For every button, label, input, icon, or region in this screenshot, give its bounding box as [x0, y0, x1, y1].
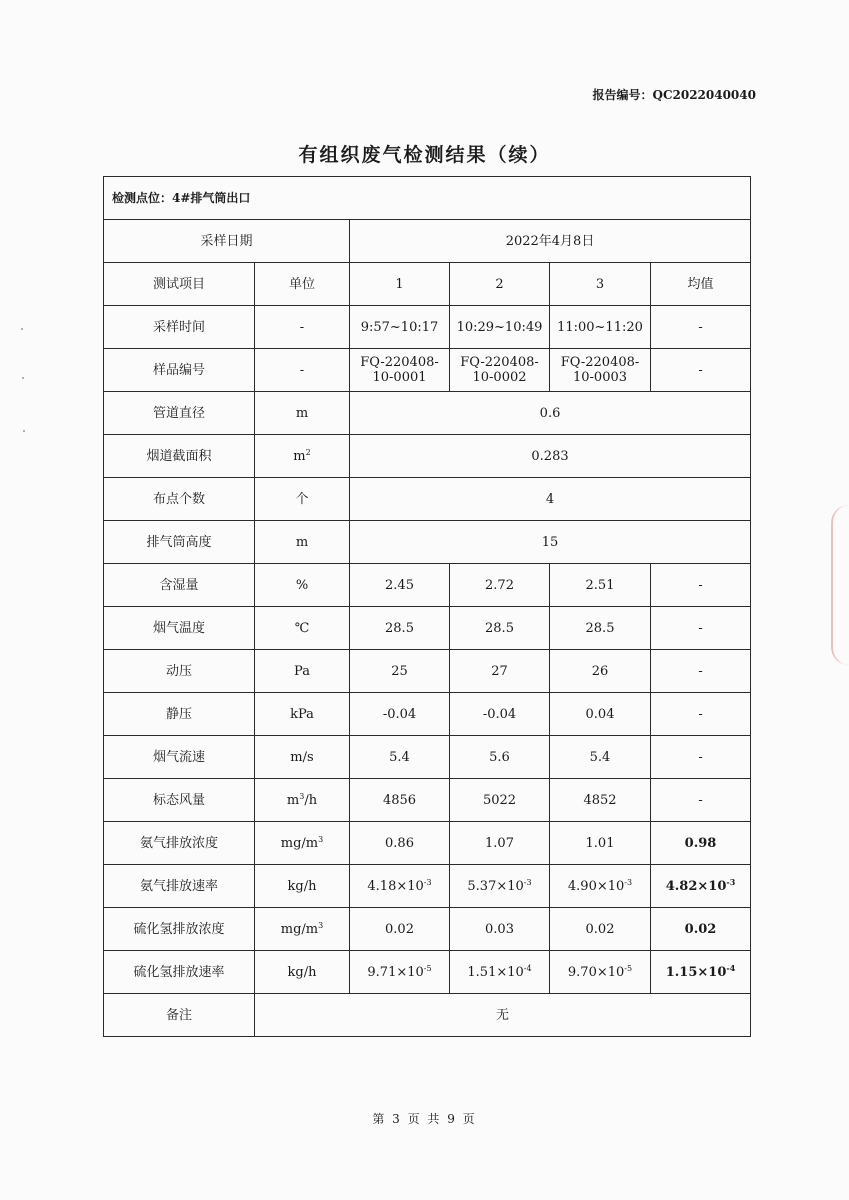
sample-id-line: 10-0001	[372, 370, 427, 385]
unit-cell: kg/h	[255, 865, 350, 908]
unit-base: mg/m	[280, 921, 319, 937]
value-cell: 5.4	[350, 736, 450, 779]
unit-exponent: 3	[318, 920, 324, 930]
sample-id-line: FQ-220408-	[460, 355, 539, 370]
mantissa: 9.71×10	[367, 964, 424, 980]
table-row	[104, 521, 751, 564]
unit-cell: %	[255, 564, 350, 607]
header-row	[104, 263, 751, 306]
unit-cell: m/s	[255, 736, 350, 779]
header-average: 均值	[651, 263, 751, 306]
table-row	[104, 865, 751, 908]
value-cell	[450, 951, 550, 994]
value-cell: 10:29~10:49	[450, 306, 550, 349]
average-cell: -	[651, 306, 751, 349]
sample-id-line: FQ-220408-	[360, 355, 439, 370]
unit-cell: -	[255, 349, 350, 392]
value-cell: 28.5	[450, 607, 550, 650]
sampling-date-label: 采样日期	[104, 220, 350, 263]
scan-speck	[21, 328, 23, 330]
item-label: 氨气排放浓度	[104, 822, 255, 865]
unit-tail: /h	[304, 792, 318, 808]
remark-value: 无	[255, 994, 751, 1037]
value-cell: 2.51	[550, 564, 651, 607]
table-row	[104, 779, 751, 822]
value-cell: 11:00~11:20	[550, 306, 651, 349]
remark-row	[104, 994, 751, 1037]
table-row	[104, 306, 751, 349]
sample-id-line: 10-0003	[572, 370, 628, 385]
exponent: -5	[423, 963, 432, 973]
results-table	[103, 176, 751, 1037]
value-cell: -0.04	[350, 693, 450, 736]
header-run-1: 1	[350, 263, 450, 306]
value-cell	[550, 349, 651, 392]
value-cell: 26	[550, 650, 651, 693]
average-cell: -	[651, 650, 751, 693]
unit-base: m	[286, 792, 300, 808]
table-row	[104, 435, 751, 478]
item-label: 烟气流速	[104, 736, 255, 779]
mantissa: 9.70×10	[567, 964, 625, 980]
value-cell	[350, 865, 450, 908]
mantissa: 4.18×10	[367, 878, 424, 894]
merged-value-cell: 0.6	[350, 392, 751, 435]
value-cell: 2.72	[450, 564, 550, 607]
table-row	[104, 908, 751, 951]
merged-value-cell: 15	[350, 521, 751, 564]
average-cell: -	[651, 736, 751, 779]
exponent: -3	[423, 877, 432, 887]
table-row	[104, 693, 751, 736]
table-row	[104, 478, 751, 521]
unit-cell	[255, 908, 350, 951]
sampling-date-value: 2022年4月8日	[350, 220, 751, 263]
exponent: -5	[624, 963, 633, 973]
value-cell: 9:57~10:17	[350, 306, 450, 349]
value-cell	[450, 865, 550, 908]
location-label: 检测点位：4#排气筒出口	[104, 177, 751, 220]
value-cell	[350, 951, 450, 994]
average-cell: -	[651, 607, 751, 650]
header-unit: 单位	[255, 263, 350, 306]
value-cell: 4852	[550, 779, 651, 822]
value-cell	[450, 349, 550, 392]
item-label: 烟道截面积	[104, 435, 255, 478]
value-cell: 2.45	[350, 564, 450, 607]
value-cell: 0.02	[350, 908, 450, 951]
value-cell: 4856	[350, 779, 450, 822]
unit-cell	[255, 822, 350, 865]
value-cell: -0.04	[450, 693, 550, 736]
item-label: 布点个数	[104, 478, 255, 521]
exponent: -3	[726, 876, 736, 887]
value-cell	[550, 865, 651, 908]
average-cell: -	[651, 564, 751, 607]
item-label: 样品编号	[104, 349, 255, 392]
average-cell	[651, 865, 751, 908]
remark-label: 备注	[104, 994, 255, 1037]
mantissa: 4.90×10	[567, 878, 625, 894]
exponent: -3	[523, 877, 532, 887]
table-row	[104, 951, 751, 994]
item-label: 管道直径	[104, 392, 255, 435]
sampling-date-row	[104, 220, 751, 263]
unit-cell: 个	[255, 478, 350, 521]
unit-cell: Pa	[255, 650, 350, 693]
seal-stamp-edge	[831, 505, 849, 665]
unit-cell	[255, 435, 350, 478]
unit-cell: ℃	[255, 607, 350, 650]
average-cell: 0.98	[651, 822, 751, 865]
item-label: 硫化氢排放速率	[104, 951, 255, 994]
table-row	[104, 736, 751, 779]
average-cell: 0.02	[651, 908, 751, 951]
mantissa: 1.15×10	[665, 964, 727, 980]
unit-exponent: 3	[299, 791, 305, 801]
unit-cell: m	[255, 521, 350, 564]
sample-id-line: 10-0002	[472, 370, 527, 385]
item-label: 动压	[104, 650, 255, 693]
exponent: -4	[523, 963, 532, 973]
average-cell: -	[651, 779, 751, 822]
value-cell: 1.07	[450, 822, 550, 865]
page-footer: 第 3 页 共 9 页	[372, 1112, 477, 1126]
mantissa: 1.51×10	[467, 964, 524, 980]
value-cell: 25	[350, 650, 450, 693]
value-cell: 28.5	[350, 607, 450, 650]
table-row	[104, 564, 751, 607]
value-cell: 0.03	[450, 908, 550, 951]
value-cell	[550, 951, 651, 994]
table-row	[104, 822, 751, 865]
value-cell: 28.5	[550, 607, 651, 650]
unit-exponent: 3	[318, 834, 324, 844]
header-item: 测试项目	[104, 263, 255, 306]
unit-cell: kg/h	[255, 951, 350, 994]
item-label: 采样时间	[104, 306, 255, 349]
scan-speck	[23, 430, 25, 432]
value-cell: 0.86	[350, 822, 450, 865]
value-cell: 0.02	[550, 908, 651, 951]
value-cell: 5.6	[450, 736, 550, 779]
value-cell	[350, 349, 450, 392]
page-title: 有组织废气检测结果（续）	[298, 144, 551, 166]
unit-base: mg/m	[280, 835, 319, 851]
average-cell: -	[651, 693, 751, 736]
unit-cell: m	[255, 392, 350, 435]
unit-base: m	[293, 448, 306, 464]
table-row	[104, 607, 751, 650]
value-cell: 5022	[450, 779, 550, 822]
average-cell: -	[651, 349, 751, 392]
item-label: 标态风量	[104, 779, 255, 822]
table-row	[104, 650, 751, 693]
exponent: -4	[726, 962, 736, 973]
value-cell: 5.4	[550, 736, 651, 779]
value-cell: 27	[450, 650, 550, 693]
item-label: 烟气温度	[104, 607, 255, 650]
report-number: 报告编号：QC2022040040	[592, 88, 756, 102]
item-label: 硫化氢排放浓度	[104, 908, 255, 951]
location-row	[104, 177, 751, 220]
merged-value-cell: 4	[350, 478, 751, 521]
value-cell: 0.04	[550, 693, 651, 736]
unit-cell	[255, 779, 350, 822]
item-label: 氨气排放速率	[104, 865, 255, 908]
unit-cell: -	[255, 306, 350, 349]
header-run-3: 3	[550, 263, 651, 306]
value-cell: 1.01	[550, 822, 651, 865]
sample-id-line: FQ-220408-	[560, 355, 640, 370]
header-run-2: 2	[450, 263, 550, 306]
mantissa: 4.82×10	[665, 878, 727, 894]
mantissa: 5.37×10	[467, 878, 524, 894]
unit-exponent: 2	[305, 447, 311, 457]
average-cell	[651, 951, 751, 994]
item-label: 含湿量	[104, 564, 255, 607]
table-row	[104, 392, 751, 435]
scan-speck	[22, 377, 24, 379]
item-label: 排气筒高度	[104, 521, 255, 564]
item-label: 静压	[104, 693, 255, 736]
table-row	[104, 349, 751, 392]
unit-cell: kPa	[255, 693, 350, 736]
exponent: -3	[624, 877, 633, 887]
merged-value-cell: 0.283	[350, 435, 751, 478]
